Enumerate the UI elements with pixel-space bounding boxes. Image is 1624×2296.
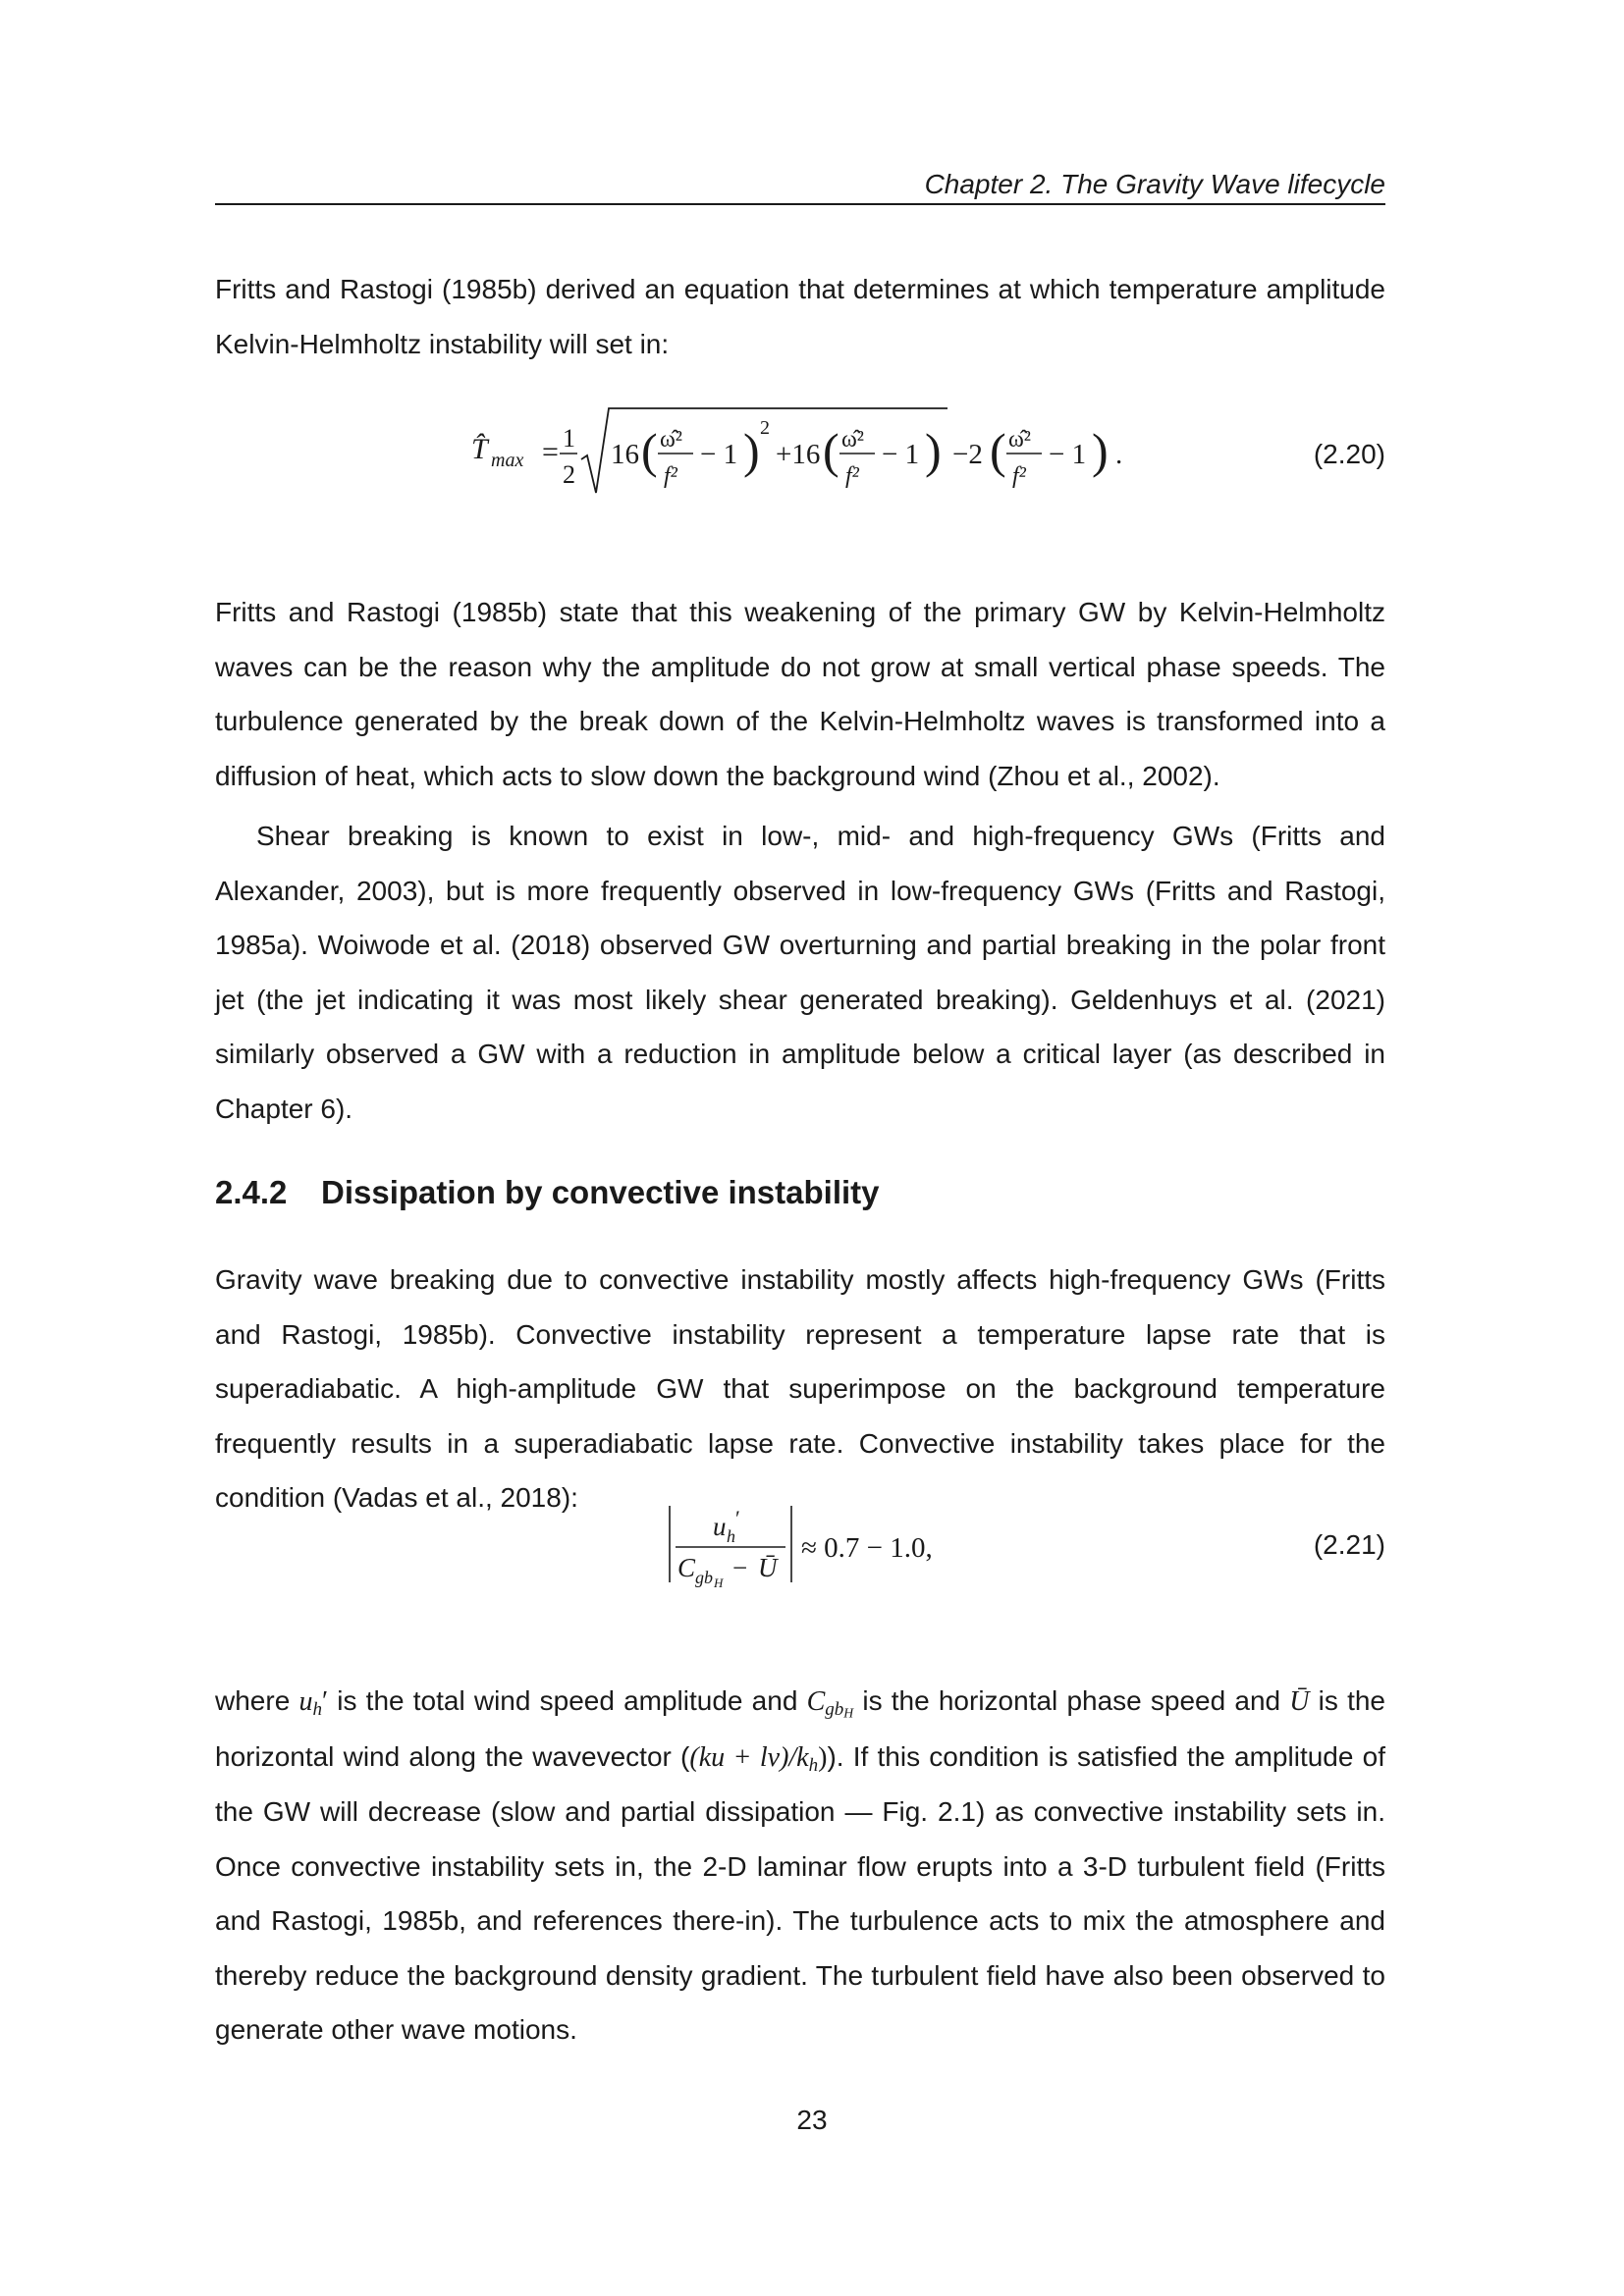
inline-uh-u: u — [298, 1686, 313, 1717]
eq20-half-denominator: 2 — [563, 460, 575, 489]
eq20-half-numerator: 1 — [563, 424, 575, 453]
p5-text-2: is the total wind speed amplitude and — [328, 1685, 807, 1716]
eq20-omega-a: ω̂² — [660, 427, 682, 453]
eq21-numerator-u: u — [713, 1512, 727, 1541]
eq21-numerator-prime: ′ — [735, 1506, 740, 1530]
p5-text-1: where — [215, 1685, 299, 1716]
inline-cgbh-c: C — [806, 1686, 826, 1717]
eq21-rhs: ≈ 0.7 − 1.0, — [801, 1532, 933, 1564]
inline-wavevector-sub: h — [808, 1754, 819, 1776]
eq20-f-b: f² — [845, 463, 859, 489]
eq21-den-subsub: H — [714, 1575, 724, 1590]
eq20-minus-one-b: − 1 — [882, 439, 920, 470]
equation-number-2-21: (2.21) — [1313, 1529, 1385, 1560]
inline-u-bar: Ū — [1289, 1686, 1310, 1717]
equation-2-20 — [452, 404, 1159, 512]
eq20-lhs-subscript: max — [491, 450, 524, 471]
eq20-f-a: f² — [664, 463, 677, 489]
paragraph-shear-breaking: Shear breaking is known to exist in low-, mid- and high-frequency GWs (Fritts and Alexander, 2003), but is more frequently observed in low-frequency GWs (Fritts and Rastogi, 1985a). Woiwode et al. (2018) observed GW overturning and partial breaking in the polar front jet (the jet indicating it was most likely shear generated breaking). Geldenhuys et al. (2021) similarly observed a GW with a reduction in amplitude below a critical layer (as described in Chapter 6). — [215, 821, 1385, 1124]
eq20-lparen-a: ( — [641, 423, 658, 478]
page-number: 23 — [796, 2105, 828, 2135]
equation-2-21 — [660, 1500, 954, 1588]
eq20-omega-b: ω̂² — [841, 427, 864, 453]
eq21-numerator-sub: h — [727, 1526, 735, 1546]
eq20-lparen-c: ( — [990, 423, 1006, 478]
section-number: 2.4.2 — [215, 1174, 288, 1210]
paragraph-convective-details — [215, 1674, 1385, 2057]
eq20-minus-one-c: − 1 — [1049, 439, 1087, 470]
eq20-coef-a: 16 — [611, 439, 639, 470]
eq20-rparen-b: ) — [925, 423, 942, 478]
inline-wavevector: (ku + lv)/k — [689, 1741, 809, 1773]
eq20-lhs-symbol: T̂ — [471, 433, 488, 465]
eq20-rparen-c: ) — [1092, 423, 1109, 478]
p5-text-3: is the horizontal phase speed and — [853, 1685, 1290, 1716]
p5-text-5: ). If this condition is satisfied the amplitude of the GW will decrease (slow and partial dissipation — Fig. 2.1) as convective instability sets in. Once convective instability sets in, the 2-D laminar flow erupts into a 3-D turbulent field (Fritts and Rastogi, 1985b, and references there-in). The turbulence acts to mix the atmosphere and thereby reduce the background density gradient. The turbulent field have also been observed to generate other wave motions. — [215, 1740, 1385, 2045]
paragraph-kh-weakening: Fritts and Rastogi (1985b) state that this weakening of the primary GW by Kelvin-Helmholtz waves can be the reason why the amplitude do not grow at small vertical phase speeds. The turbulence generated by the break down of the Kelvin-Helmholtz waves is transformed into a diffusion of heat, which acts to slow down the background wind (Zhou et al., 2002). — [215, 597, 1385, 791]
p5-text-4: is the horizontal wind along the wavevector ( — [215, 1685, 1385, 1772]
inline-wavevector-close: ) — [818, 1741, 828, 1773]
eq20-equals: = — [542, 436, 559, 468]
header-rule — [215, 203, 1385, 205]
eq21-den-minus: − — [732, 1553, 748, 1582]
eq20-trailing-period: . — [1115, 439, 1123, 470]
paragraph-convective-intro: Gravity wave breaking due to convective instability mostly affects high-frequency GWs (Fritts and Rastogi, 1985b). Convective instability represent a temperature lapse rate that is superadiabatic. A high-amplitude GW that superimpose on the background temperature frequently results in a superadiabatic lapse rate. Convective instability takes place for the condition (Vadas et al., 2018): — [215, 1264, 1385, 1513]
eq20-lparen-b: ( — [823, 423, 839, 478]
eq20-coef-c: −2 — [952, 439, 983, 470]
inline-cgbh-gb: gb — [825, 1698, 844, 1720]
paragraph-intro-kh: Fritts and Rastogi (1985b) derived an equation that determines at which temperature amplitude Kelvin-Helmholtz instability will set in: — [215, 274, 1385, 359]
eq21-den-u-bar: Ū — [758, 1553, 778, 1582]
eq20-omega-c: ω̂² — [1008, 427, 1031, 453]
equation-number-2-20: (2.20) — [1313, 439, 1385, 469]
eq20-square: 2 — [760, 417, 770, 439]
eq20-f-c: f² — [1012, 463, 1026, 489]
section-title: Dissipation by convective instability — [321, 1174, 880, 1210]
eq20-coef-b: +16 — [776, 439, 821, 470]
section-heading — [215, 1173, 880, 1212]
eq21-den-c: C — [677, 1553, 696, 1582]
eq20-minus-one-a: − 1 — [700, 439, 738, 470]
eq21-den-sub: gb — [695, 1568, 713, 1587]
inline-uh-prime: ′ — [321, 1686, 329, 1717]
inline-uh-sub: h — [312, 1698, 322, 1720]
eq20-rparen-a: ) — [743, 423, 760, 478]
inline-cgbh-sub — [825, 1699, 853, 1720]
inline-cgbh-subsub: H — [843, 1705, 854, 1721]
running-head: Chapter 2. The Gravity Wave lifecycle — [924, 169, 1385, 199]
